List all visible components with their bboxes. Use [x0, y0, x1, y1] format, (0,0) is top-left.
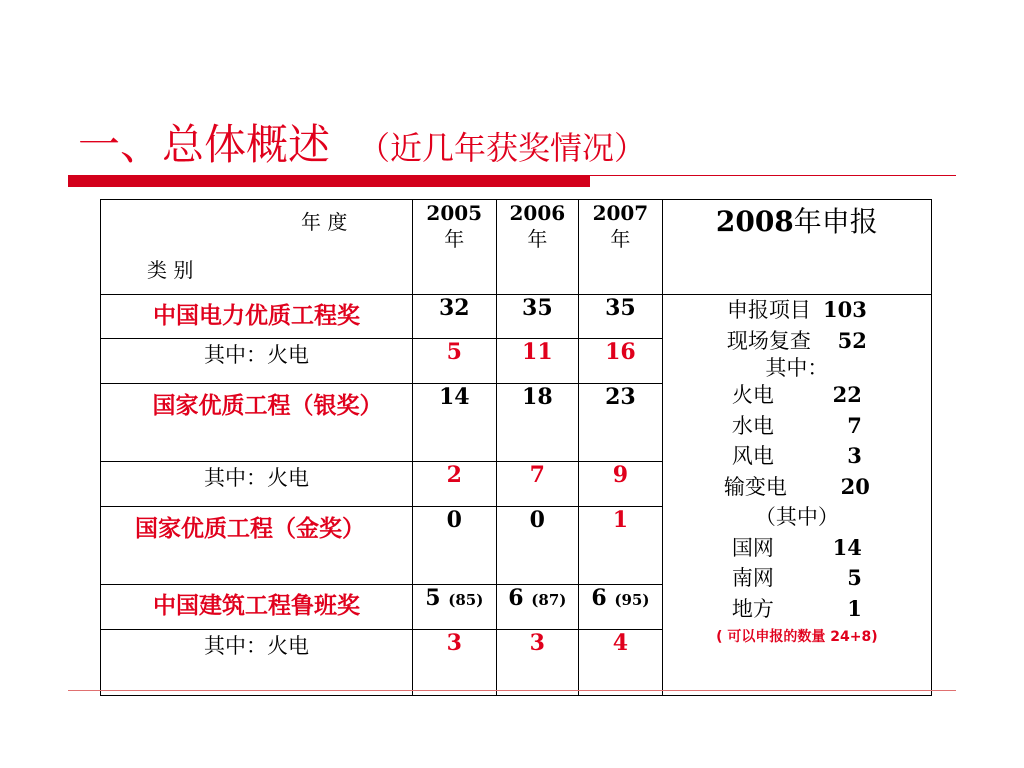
- category-cell: 其中：火电: [101, 339, 413, 384]
- value-cell: 11: [496, 339, 579, 384]
- value-cell: 23: [579, 384, 663, 462]
- value-cell: 35: [579, 295, 663, 339]
- value-cell: 0: [496, 507, 579, 585]
- header-year-label: 年 度: [301, 210, 348, 234]
- value-cell: 14: [412, 384, 496, 462]
- value-cell: 2: [412, 462, 496, 507]
- value-cell: 7: [496, 462, 579, 507]
- value-cell: 9: [579, 462, 663, 507]
- value-cell: 6 (95): [579, 585, 663, 630]
- header-2006: 2006 年: [496, 200, 579, 295]
- category-cell: 其中：火电: [101, 462, 413, 507]
- slide-title: [78, 112, 646, 172]
- declaration-summary: 申报项目 103 现场复查 52 其中： 火电 22 水电 7 风电 3 输变电 20 （其中） 国网 14 南网 5 地方 1 ( 可以申报的数量 24+8): [662, 295, 931, 696]
- value-cell: 5: [412, 339, 496, 384]
- value-cell: 6 (87): [496, 585, 579, 630]
- value-cell: 4: [579, 630, 663, 696]
- table-row: [101, 295, 932, 339]
- category-cell: 国家优质工程（银奖）: [101, 384, 413, 462]
- header-diagonal-cell: [101, 200, 413, 295]
- category-cell: 中国电力优质工程奖: [101, 295, 413, 339]
- value-cell: 32: [412, 295, 496, 339]
- title-sub: （近几年获奖情况）: [358, 129, 647, 167]
- declaration-note: ( 可以申报的数量 24+8): [716, 629, 878, 645]
- value-cell: 35: [496, 295, 579, 339]
- value-cell: 18: [496, 384, 579, 462]
- category-cell: 中国建筑工程鲁班奖: [101, 585, 413, 630]
- value-cell: 3: [496, 630, 579, 696]
- value-cell: 1: [579, 507, 663, 585]
- header-2005: 2005 年: [412, 200, 496, 295]
- header-category-label: 类 别: [147, 258, 194, 282]
- header-2008: 2008年申报: [662, 200, 931, 295]
- title-underline-thin: [590, 175, 956, 176]
- value-cell: 0: [412, 507, 496, 585]
- title-underline-bar: [68, 175, 590, 187]
- value-cell: 3: [412, 630, 496, 696]
- category-cell: 其中：火电: [101, 630, 413, 696]
- table-header-row: [101, 200, 932, 295]
- category-cell: 国家优质工程（金奖）: [101, 507, 413, 585]
- header-2007: 2007 年: [579, 200, 663, 295]
- awards-table: [100, 199, 932, 696]
- value-cell: 5 (85): [412, 585, 496, 630]
- value-cell: 16: [579, 339, 663, 384]
- title-main: 一、总体概述: [78, 120, 331, 169]
- footer-rule: [68, 690, 956, 691]
